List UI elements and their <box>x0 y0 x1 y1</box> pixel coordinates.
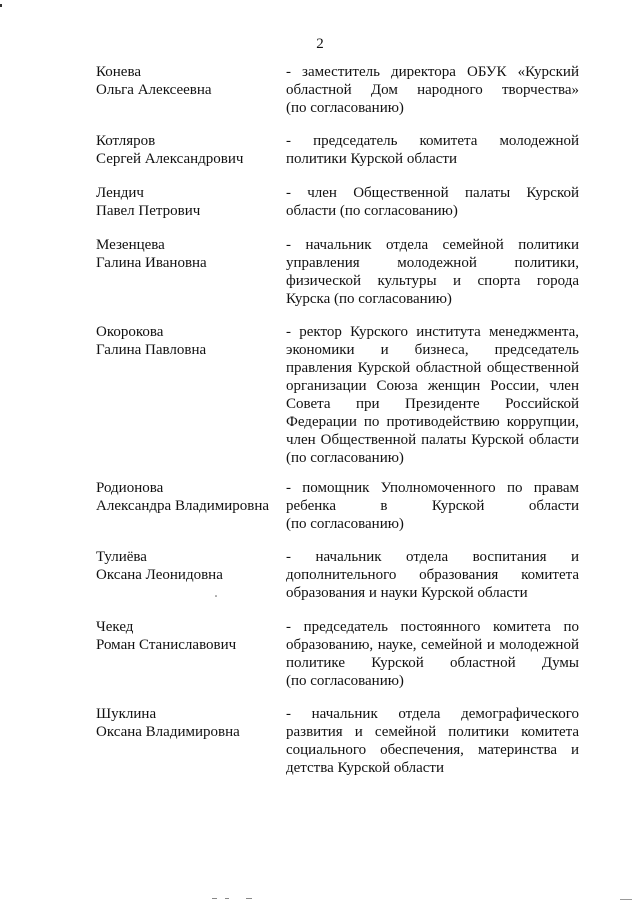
role-line: организации Союза женщин России, член <box>286 378 579 394</box>
member-name <box>96 479 286 515</box>
role-line: ребенка в Курской области <box>286 498 579 514</box>
scan-speck <box>246 898 252 899</box>
member-name <box>96 323 286 359</box>
role-line: - заместитель директора ОБУК «Курский <box>286 64 579 80</box>
role-line: правления Курской областной общественной <box>286 360 579 376</box>
role-line: - председатель постоянного комитета по <box>286 619 579 635</box>
role-line: член Общественной палаты Курской области <box>286 432 579 448</box>
member-name <box>96 132 286 168</box>
role-line: (по согласованию) <box>286 673 404 689</box>
role-line: - начальник отдела воспитания и <box>286 549 579 565</box>
member-role <box>286 132 579 168</box>
member-role <box>286 705 579 777</box>
member-name <box>96 236 286 272</box>
member-given-names: Павел Петрович <box>96 203 201 219</box>
role-line: экономики и бизнеса, председатель <box>286 342 579 358</box>
member-surname: Лендич <box>96 185 144 201</box>
role-line: политике Курской областной Думы <box>286 655 579 671</box>
member-role <box>286 236 579 308</box>
role-line: Федерации по противодействию коррупции, <box>286 414 579 430</box>
role-line: - ректор Курского института менеджмента, <box>286 324 579 340</box>
role-line: физической культуры и спорта города <box>286 273 579 289</box>
member-role <box>286 548 579 602</box>
member-given-names: Галина Ивановна <box>96 255 207 271</box>
member-surname: Конева <box>96 64 141 80</box>
member-name <box>96 705 286 741</box>
member-given-names: Галина Павловна <box>96 342 207 358</box>
scan-speck <box>212 898 217 899</box>
scan-speck <box>215 595 217 597</box>
role-line: политики Курской области <box>286 151 457 167</box>
scan-speck <box>225 898 229 899</box>
member-surname: Котляров <box>96 133 156 149</box>
member-surname: Шуклина <box>96 706 157 722</box>
role-line: (по согласованию) <box>286 450 404 466</box>
member-name <box>96 63 286 99</box>
role-line: - председатель комитета молодежной <box>286 133 579 149</box>
role-line: Курска (по согласованию) <box>286 291 452 307</box>
role-line: - начальник отдела демографического <box>286 706 579 722</box>
member-name <box>96 548 286 584</box>
role-line: социального обеспечения, материнства и <box>286 742 579 758</box>
member-role <box>286 479 579 533</box>
member-name <box>96 618 286 654</box>
role-line: дополнительного образования комитета <box>286 567 579 583</box>
role-line: Совета при Президенте Российской <box>286 396 579 412</box>
role-line: образованию, науке, семейной и молодежной <box>286 637 579 653</box>
member-surname: Окорокова <box>96 324 164 340</box>
role-line: развития и семейной политики комитета <box>286 724 579 740</box>
member-given-names: Сергей Александрович <box>96 151 244 167</box>
member-role <box>286 63 579 117</box>
role-line: (по согласованию) <box>286 100 404 116</box>
member-given-names: Роман Станиславович <box>96 637 237 653</box>
member-role <box>286 618 579 690</box>
role-line: (по согласованию) <box>286 516 404 532</box>
member-role <box>286 323 579 467</box>
role-line: - начальник отдела семейной политики <box>286 237 579 253</box>
member-given-names: Ольга Алексеевна <box>96 82 212 98</box>
member-given-names: Оксана Леонидовна <box>96 567 223 583</box>
scan-speck <box>620 899 632 900</box>
member-surname: Мезенцева <box>96 237 165 253</box>
member-given-names: Оксана Владимировна <box>96 724 240 740</box>
member-given-names: Александра Владимировна <box>96 498 270 514</box>
page-number: 2 <box>316 36 324 52</box>
role-line: образования и науки Курской области <box>286 585 528 601</box>
member-role <box>286 184 579 220</box>
member-surname: Чекед <box>96 619 134 635</box>
role-line: области (по согласованию) <box>286 203 458 219</box>
member-surname: Родионова <box>96 480 164 496</box>
role-line: управления молодежной политики, <box>286 255 579 271</box>
member-name <box>96 184 286 220</box>
scan-speck <box>0 4 2 7</box>
member-surname: Тулиёва <box>96 549 147 565</box>
role-line: областной Дом народного творчества» <box>286 82 579 98</box>
role-line: - член Общественной палаты Курской <box>286 185 579 201</box>
role-line: детства Курской области <box>286 760 445 776</box>
role-line: - помощник Уполномоченного по правам <box>286 480 579 496</box>
